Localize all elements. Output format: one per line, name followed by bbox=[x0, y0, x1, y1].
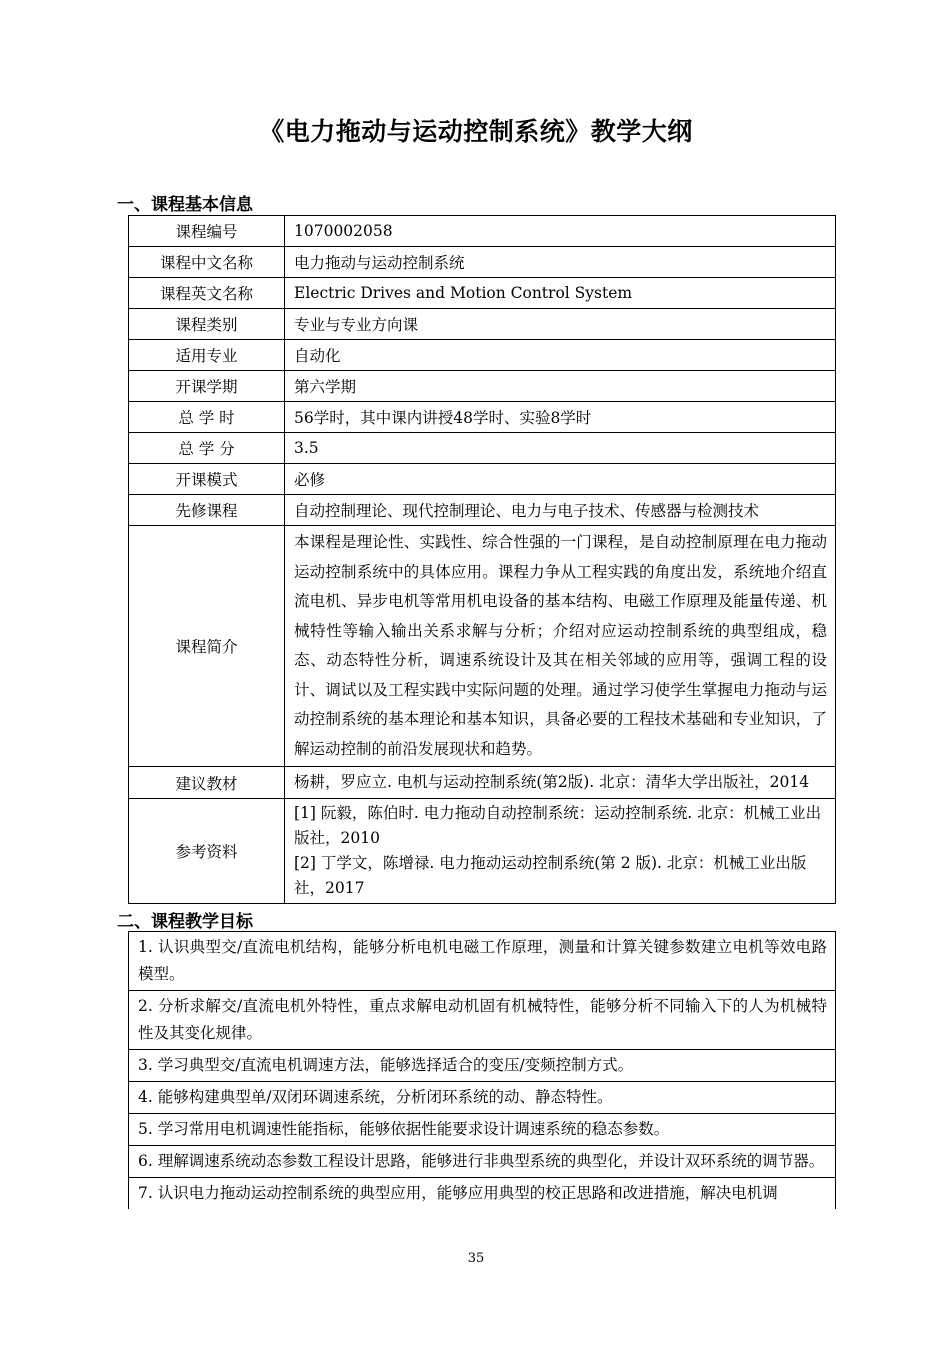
field-label: 先修课程 bbox=[129, 495, 285, 526]
table-row bbox=[129, 1082, 836, 1114]
field-value: 3.5 bbox=[285, 433, 836, 464]
objective-item: 3. 学习典型交/直流电机调速方法，能够选择适合的变压/变频控制方式。 bbox=[129, 1050, 836, 1082]
reference-item: [1] 阮毅，陈伯时. 电力拖动自动控制系统：运动控制系统. 北京：机械工业出版社，2010 bbox=[294, 804, 822, 847]
field-value: 必修 bbox=[285, 464, 836, 495]
objective-item: 6. 理解调速系统动态参数工程设计思路，能够进行非典型系统的典型化，并设计双环系统的调节器。 bbox=[129, 1146, 836, 1178]
reference-item: [2] 丁学文，陈增禄. 电力拖动运动控制系统(第 2 版). 北京：机械工业出版社，2017 bbox=[294, 854, 807, 897]
table-row bbox=[129, 799, 836, 904]
field-value: 56学时，其中课内讲授48学时、实验8学时 bbox=[285, 402, 836, 433]
table-row bbox=[129, 495, 836, 526]
table-row bbox=[129, 340, 836, 371]
document-title: 《电力拖动与运动控制系统》教学大纲 bbox=[259, 117, 693, 146]
field-value: 自动化 bbox=[285, 340, 836, 371]
course-info-table bbox=[128, 215, 836, 904]
field-label: 课程编号 bbox=[129, 216, 285, 247]
field-label: 建议教材 bbox=[129, 767, 285, 799]
table-row bbox=[129, 526, 836, 767]
table-row bbox=[129, 767, 836, 799]
field-value: 电力拖动与运动控制系统 bbox=[285, 247, 836, 278]
field-value: 1070002058 bbox=[285, 216, 836, 247]
table-row bbox=[129, 991, 836, 1050]
table-row bbox=[129, 371, 836, 402]
table-row bbox=[129, 309, 836, 340]
objective-item: 7. 认识电力拖动运动控制系统的典型应用，能够应用典型的校正思路和改进措施，解决电机调 bbox=[129, 1178, 836, 1210]
field-label: 参考资料 bbox=[129, 799, 285, 904]
field-label: 总 学 分 bbox=[129, 433, 285, 464]
objective-item: 2. 分析求解交/直流电机外特性，重点求解电动机固有机械特性，能够分析不同输入下的人为机械特性及其变化规律。 bbox=[129, 991, 836, 1050]
section-heading-objectives: 二、课程教学目标 bbox=[117, 912, 253, 932]
field-label: 总 学 时 bbox=[129, 402, 285, 433]
field-label: 课程中文名称 bbox=[129, 247, 285, 278]
objective-item: 5. 学习常用电机调速性能指标，能够依据性能要求设计调速系统的稳态参数。 bbox=[129, 1114, 836, 1146]
field-label: 课程简介 bbox=[129, 526, 285, 767]
section-heading-basic-info: 一、课程基本信息 bbox=[117, 195, 253, 215]
field-value: Electric Drives and Motion Control System bbox=[285, 278, 836, 309]
table-row bbox=[129, 216, 836, 247]
course-intro-text: 本课程是理论性、实践性、综合性强的一门课程，是自动控制原理在电力拖动运动控制系统中的具体应用。课程力争从工程实践的角度出发，系统地介绍直流电机、异步电机等常用机电设备的基本结构、电磁工作原理及能量传递、机械特性等输入输出关系求解与分析；介绍对应运动控制系统的典型组成，稳态、动态特性分析，调速系统设计及其在相关邻域的应用等，强调工程的设计、调试以及工程实践中实际问题的处理。通过学习使学生掌握电力拖动与运动控制系统的基本理论和基本知识，具备必要的工程技术基础和专业知识，了解运动控制的前沿发展现状和趋势。 bbox=[285, 526, 836, 767]
field-label: 课程类别 bbox=[129, 309, 285, 340]
table-row bbox=[129, 1146, 836, 1178]
field-label: 开课学期 bbox=[129, 371, 285, 402]
table-row bbox=[129, 433, 836, 464]
field-label: 开课模式 bbox=[129, 464, 285, 495]
field-value: 专业与专业方向课 bbox=[285, 309, 836, 340]
table-row bbox=[129, 402, 836, 433]
table-row bbox=[129, 464, 836, 495]
objective-item: 4. 能够构建典型单/双闭环调速系统，分析闭环系统的动、静态特性。 bbox=[129, 1082, 836, 1114]
table-row bbox=[129, 247, 836, 278]
table-row bbox=[129, 1114, 836, 1146]
table-row bbox=[129, 1178, 836, 1210]
objectives-table bbox=[128, 931, 836, 1209]
table-row bbox=[129, 932, 836, 991]
objective-item: 1. 认识典型交/直流电机结构，能够分析电机电磁工作原理，测量和计算关键参数建立电机等效电路模型。 bbox=[129, 932, 836, 991]
page-number: 35 bbox=[467, 1251, 485, 1266]
references-list bbox=[285, 799, 836, 904]
table-row bbox=[129, 278, 836, 309]
field-label: 课程英文名称 bbox=[129, 278, 285, 309]
field-value: 自动控制理论、现代控制理论、电力与电子技术、传感器与检测技术 bbox=[285, 495, 836, 526]
field-value: 第六学期 bbox=[285, 371, 836, 402]
field-label: 适用专业 bbox=[129, 340, 285, 371]
textbook-text: 杨耕，罗应立. 电机与运动控制系统(第2版). 北京：清华大学出版社，2014 bbox=[285, 767, 836, 799]
table-row bbox=[129, 1050, 836, 1082]
